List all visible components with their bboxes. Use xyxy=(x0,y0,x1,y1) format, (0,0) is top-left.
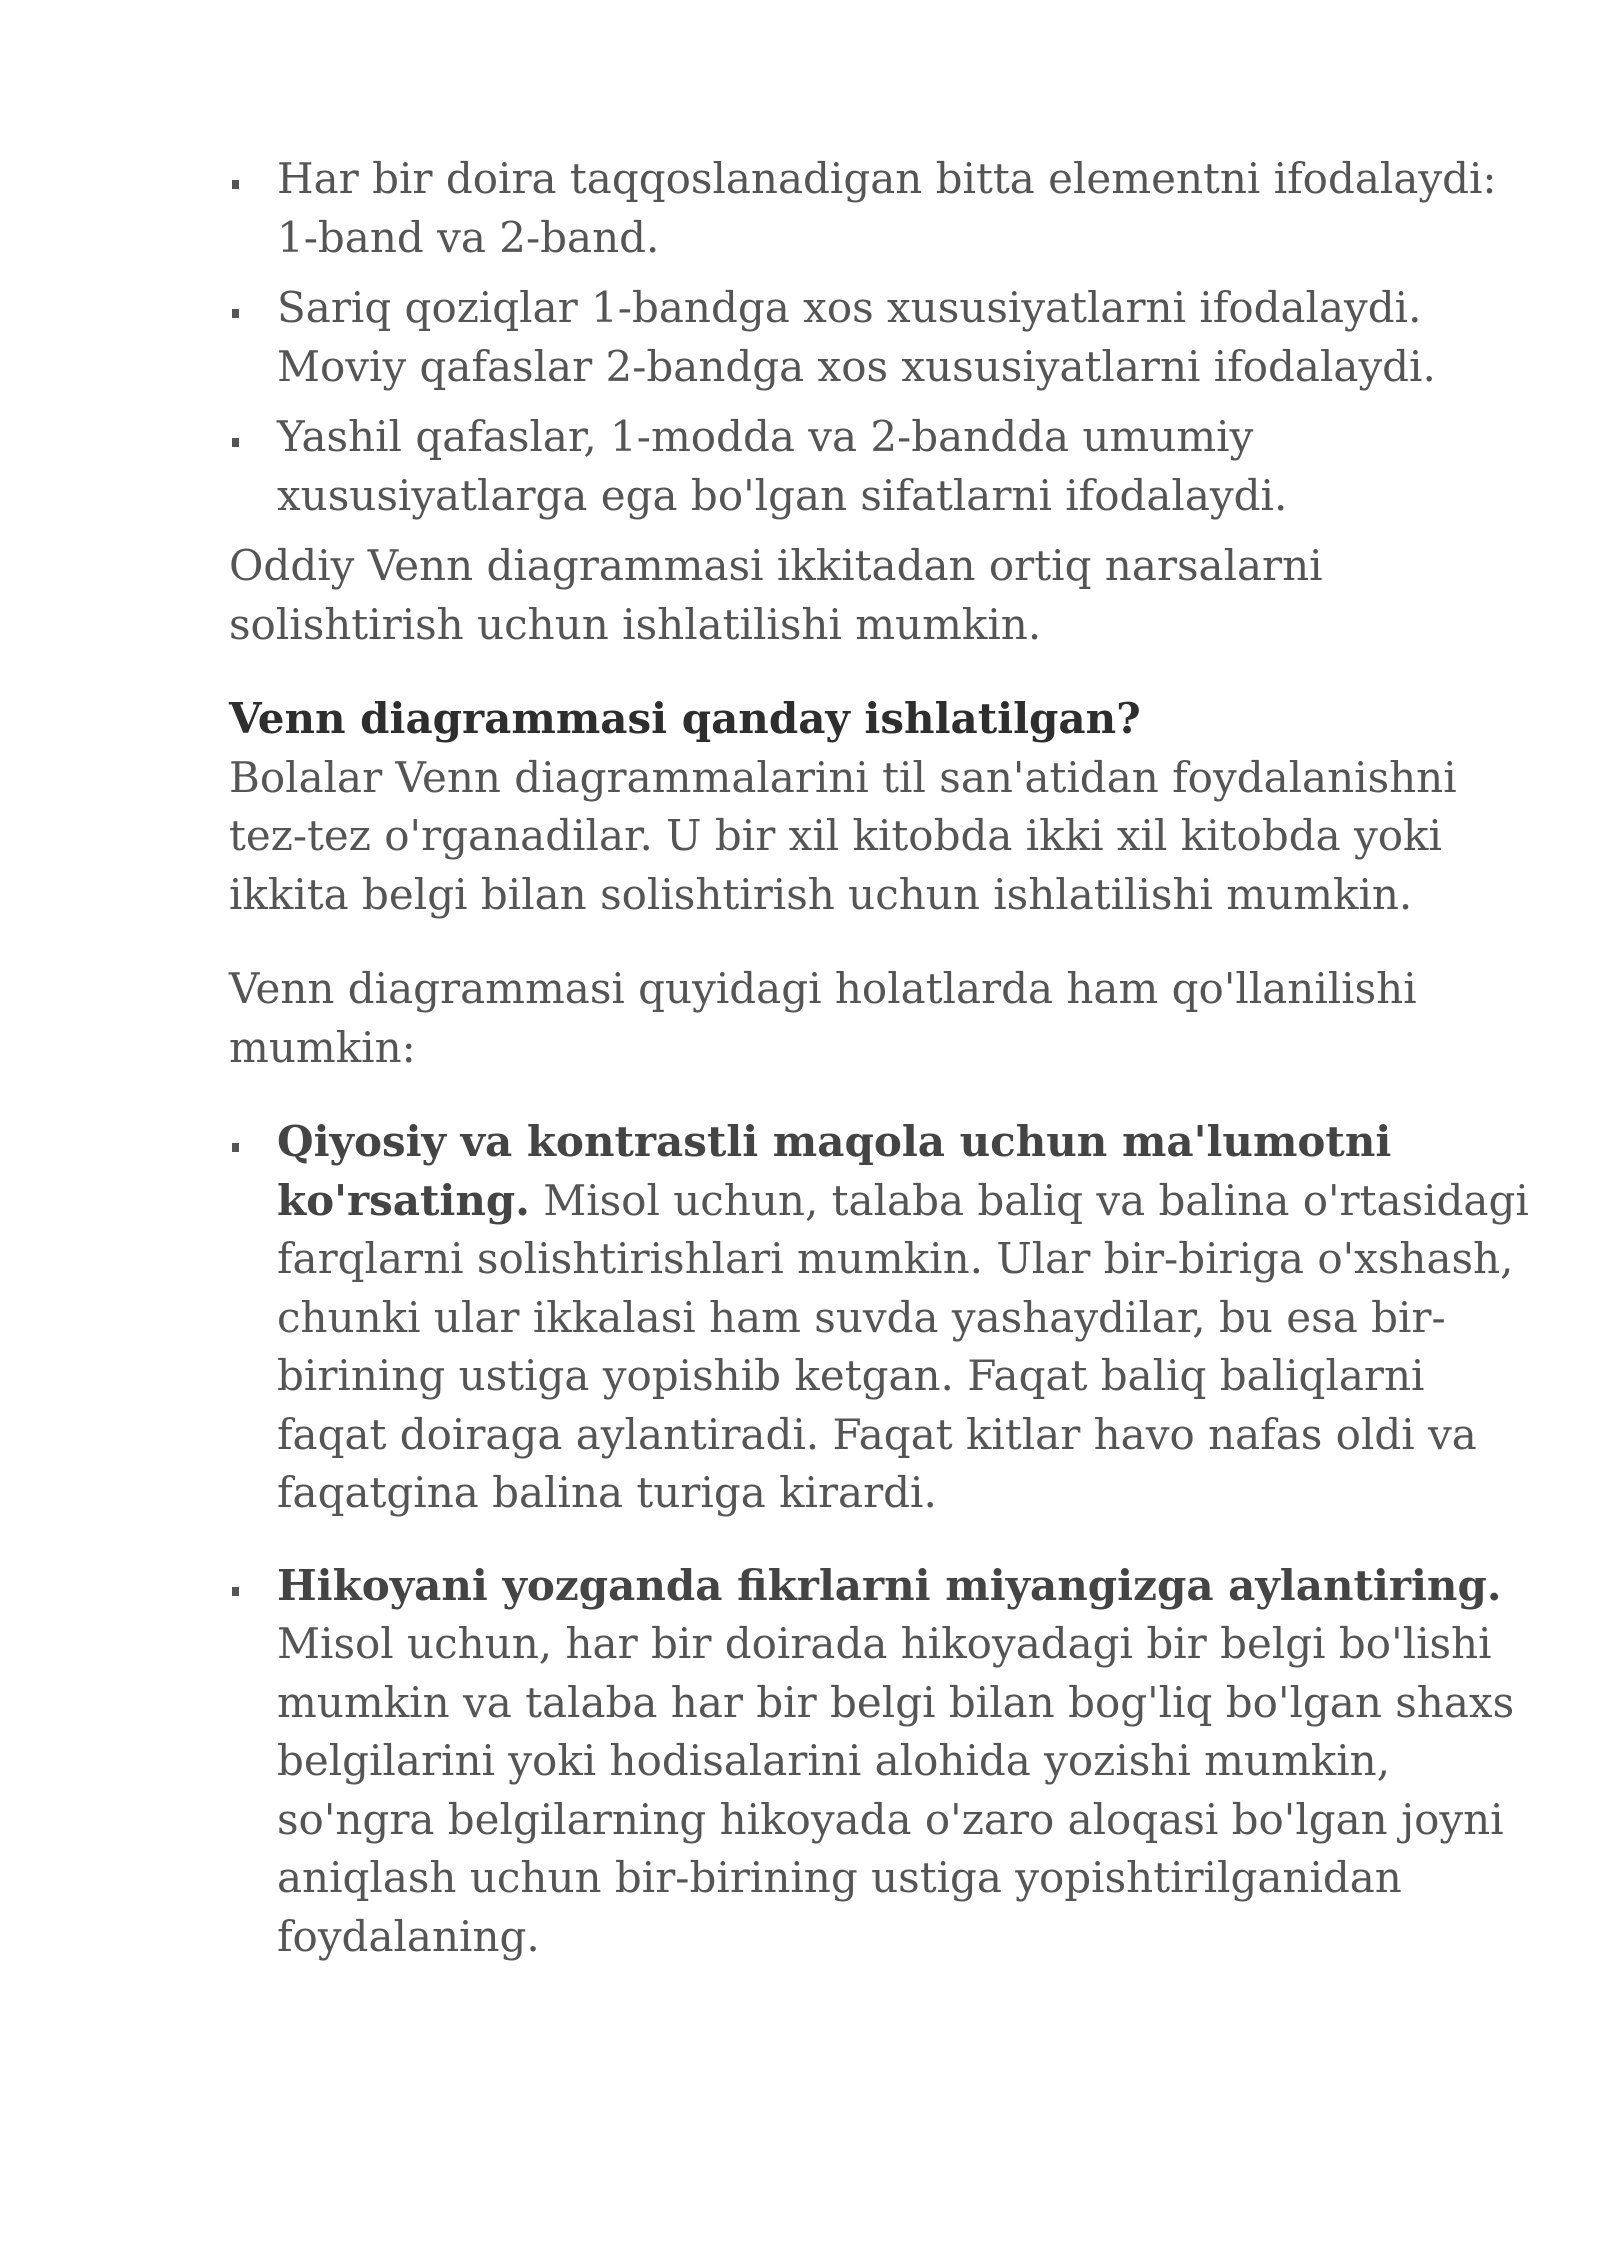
usage-intro-paragraph: Venn diagrammasi quyidagi holatlarda ham qo'llanilishi mumkin: xyxy=(229,964,1417,1072)
list-item-text: Misol uchun, talaba baliq va balina o'rtasidagi farqlarni solishtirishlari mumkin. Ular bir-biriga o'xshash, chunki ular ikkalasi ham suvda yashaydilar, bu esa bir-birining ustiga yopishib ketgan. Faqat baliq baliqlarni faqat doiraga aylantiradi. Faqat kitlar havo nafas oldi va faqatgina balina turiga kirardi. xyxy=(277,1175,1529,1517)
list-item-text: Har bir doira taqqoslanadigan bitta elementni ifodalaydi: 1-band va 2-band. xyxy=(277,154,1497,262)
bullet-icon xyxy=(232,309,239,318)
list-item xyxy=(229,1557,1529,1967)
list-item-text: Misol uchun, har bir doirada hikoyadagi bir belgi bo'lishi mumkin va talaba har bir belgi bilan bog'liq bo'lgan shaxs belgilarini yoki hodisalarini alohida yozishi mumkin, so'ngra belgilarning hikoyada o'zaro aloqasi bo'lgan joyni aniqlash uchun bir-birining ustiga yopishtirilganidan foydalaning. xyxy=(277,1619,1515,1961)
list-item-text: Sariq qoziqlar 1-bandga xos xususiyatlarni ifodalaydi. Moviy qafaslar 2-bandga xos xususiyatlarni ifodalaydi. xyxy=(277,283,1436,391)
bullet-icon xyxy=(232,1587,239,1596)
list-item xyxy=(229,408,1529,525)
list-item-lead: Hikoyani yozganda fikrlarni miyangizga aylantiring. xyxy=(277,1560,1502,1610)
list-item xyxy=(229,1113,1529,1523)
children-usage-paragraph: Bolalar Venn diagrammalarini til san'atidan foydalanishni tez-tez o'rganadilar. U bir xil kitobda ikki xil kitobda yoki ikkita belgi bilan solishtirish uchun ishlatilishi mumkin. xyxy=(229,752,1457,919)
list-item-text: Yashil qafaslar, 1-modda va 2-bandda umumiy xususiyatlarga ega bo'lgan sifatlarni ifodalaydi. xyxy=(277,412,1288,520)
bullet-icon xyxy=(232,180,239,189)
list-item xyxy=(229,279,1529,396)
section-heading: Venn diagrammasi qanday ishlatilgan? xyxy=(229,694,1141,743)
list-item xyxy=(229,150,1529,267)
simple-venn-paragraph: Oddiy Venn diagrammasi ikkitadan ortiq narsalarni solishtirish uchun ishlatilishi mumkin. xyxy=(229,541,1323,649)
document-page xyxy=(229,150,1529,2000)
venn-legend-list xyxy=(229,150,1529,525)
bullet-icon xyxy=(232,438,239,447)
usage-list xyxy=(229,1113,1529,1966)
list-item-lead: Qiyosiy va kontrastli maqola uchun ma'lumotni ko'rsating. xyxy=(277,1117,1392,1225)
bullet-icon xyxy=(232,1143,239,1152)
